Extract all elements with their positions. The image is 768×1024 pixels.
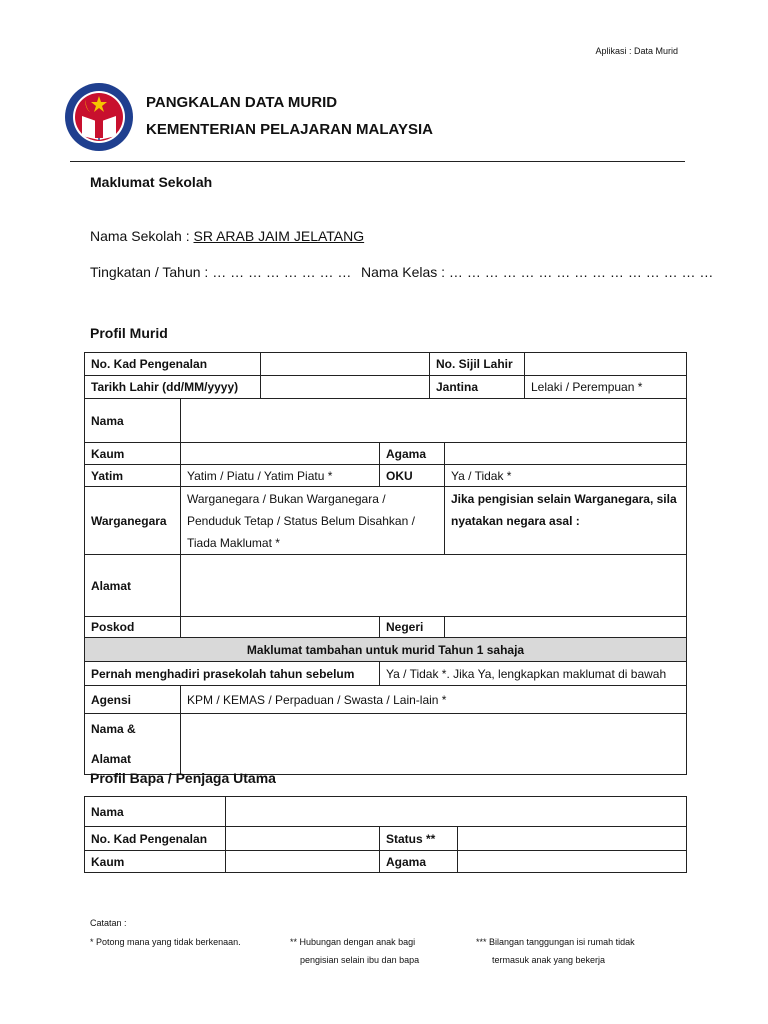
student-birth-cert-input[interactable] [525,353,687,376]
note-3-line-2: termasuk anak yang bekerja [492,955,606,965]
school-class-field: Nama Kelas : … … … … … … … … … … … … … … … [361,264,714,280]
student-ic-input[interactable] [261,353,430,376]
notes-title: Catatan : [90,918,127,928]
student-state-label: Negeri [380,617,445,638]
student-dob-label: Tarikh Lahir (dd/MM/yyyy) [85,376,261,399]
student-race-input[interactable] [181,443,380,465]
student-race-label: Kaum [85,443,181,465]
parent-section-title: Profil Bapa / Penjaga Utama [90,770,276,786]
parent-name-input[interactable] [226,797,687,827]
note-2-line-2: pengisian selain ibu dan bapa [300,955,420,965]
student-address-label: Alamat [85,555,181,617]
header-title-1: PANGKALAN DATA MURID [146,94,338,111]
student-name-label: Nama [85,399,181,443]
student-section-title: Profil Murid [90,325,168,341]
student-id-table [84,352,687,399]
extra-info-header: Maklumat tambahan untuk murid Tahun 1 sahaja [85,638,687,662]
student-gender-label: Jantina [430,376,525,399]
student-address-input[interactable] [181,555,687,617]
student-citizen-note: Jika pengisian selain Warganegara, sila nyatakan negara asal : [445,487,687,555]
student-gender-value[interactable]: Lelaki / Perempuan * [525,376,687,399]
student-orphan-value[interactable]: Yatim / Piatu / Yatim Piatu * [181,465,380,487]
student-postcode-label: Poskod [85,617,181,638]
student-citizen-label: Warganegara [85,487,181,555]
name-and-label: Nama & [91,722,136,736]
header-divider [70,161,685,162]
parent-status-label: Status ** [380,827,458,851]
student-preschool-name-address-label [85,714,181,775]
school-name-field [90,228,364,244]
parent-religion-input[interactable] [458,851,687,873]
student-religion-label: Agama [380,443,445,465]
parent-religion-label: Agama [380,851,458,873]
student-oku-label: OKU [380,465,445,487]
school-name-value: SR ARAB JAIM JELATANG [193,228,365,244]
student-preschool-label: Pernah menghadiri prasekolah tahun sebelum [85,662,380,686]
student-ic-label: No. Kad Pengenalan [85,353,261,376]
parent-name-label: Nama [85,797,226,827]
note-1: * Potong mana yang tidak berkenaan. [90,937,241,947]
parent-ic-input[interactable] [226,827,380,851]
parent-profile-table [84,796,687,873]
student-oku-value[interactable]: Ya / Tidak * [445,465,687,487]
school-name-label: Nama Sekolah : [90,228,194,244]
note-3-line-1: *** Bilangan tanggungan isi rumah tidak [476,937,635,947]
app-label: Aplikasi : Data Murid [595,46,678,56]
student-agency-value[interactable]: KPM / KEMAS / Perpaduan / Swasta / Lain-lain * [181,686,687,714]
header-title-2: KEMENTERIAN PELAJARAN MALAYSIA [146,121,433,138]
student-postcode-input[interactable] [181,617,380,638]
parent-ic-label: No. Kad Pengenalan [85,827,226,851]
student-religion-input[interactable] [445,443,687,465]
school-section-title: Maklumat Sekolah [90,174,213,190]
parent-status-input[interactable] [458,827,687,851]
parent-race-label: Kaum [85,851,226,873]
student-profile-table [84,398,687,775]
student-name-input[interactable] [181,399,687,443]
student-preschool-name-address-input[interactable] [181,714,687,775]
student-agency-label: Agensi [85,686,181,714]
student-preschool-value[interactable]: Ya / Tidak *. Jika Ya, lengkapkan maklumat di bawah [380,662,687,686]
student-dob-input[interactable] [261,376,430,399]
parent-race-input[interactable] [226,851,380,873]
student-orphan-label: Yatim [85,465,181,487]
student-state-input[interactable] [445,617,687,638]
ministry-logo-icon [64,82,134,152]
address-label: Alamat [91,752,132,766]
student-birth-cert-label: No. Sijil Lahir [430,353,525,376]
school-level-field: Tingkatan / Tahun : … … … … … … … … [90,264,352,280]
note-2-line-1: ** Hubungan dengan anak bagi [290,937,416,947]
student-citizen-value[interactable]: Warganegara / Bukan Warganegara / Penduduk Tetap / Status Belum Disahkan / Tiada Maklumat * [181,487,445,555]
